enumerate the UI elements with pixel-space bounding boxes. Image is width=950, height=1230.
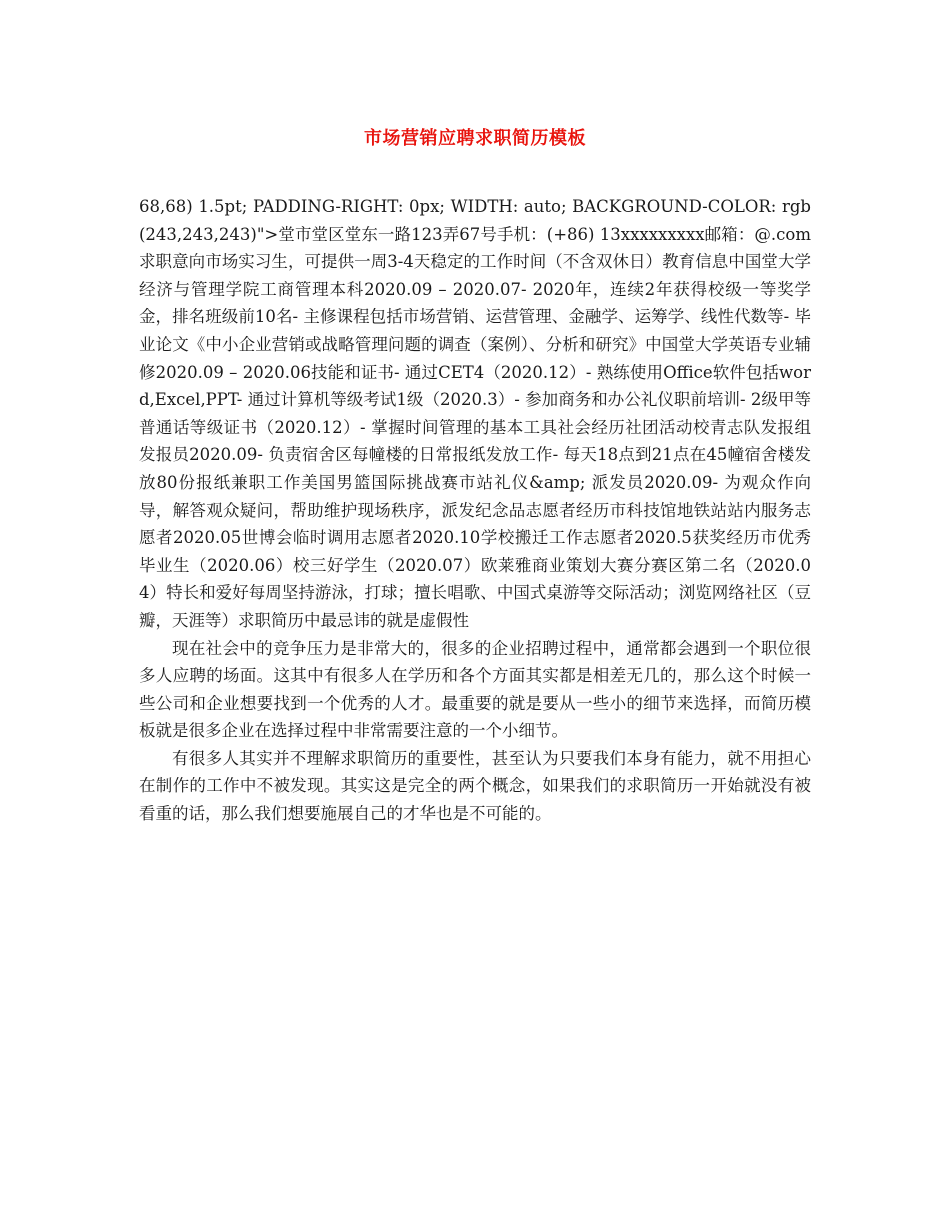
paragraph-importance: 有很多人其实并不理解求职简历的重要性，甚至认为只要我们本身有能力，就不用担心在制作的工作中不被发现。其实这是完全的两个概念，如果我们的求职简历一开始就没有被看重的话，那么我们想要施展自己的才华也是不可能的。 [139, 748, 811, 824]
document-title: 市场营销应聘求职简历模板 [364, 128, 586, 149]
resume-raw-text: 68,68) 1.5pt; PADDING-RIGHT: 0px; WIDTH: auto; BACKGROUND-COLOR: rgb(243,243,243)">堂市堂区堂东一路123弄67号手机：(+86) 13xxxxxxxxx邮箱：@.com求职意向市场实习生，可提供一周3-4天稳定的工作时间（不含双休日）教育信息中国堂大学经济与管理学院工商管理本科2020.09 – 2020.07- 2020年，连续2年获得校级一等奖学金，排名班级前10名- 主修课程包括市场营销、运营管理、金融学、运筹学、线性代数等- 毕业论文《中小企业营销或战略管理问题的调查（案例）、分析和研究》中国堂大学英语专业辅修2020.09 – 2020.06技能和证书- 通过CET4（2020.12）- 熟练使用Office软件包括word,Excel,PPT- 通过计算机等级考试1级（2020.3）- 参加商务和办公礼仪职前培训- 2级甲等普通话等级证书（2020.12）- 掌握时间管理的基本工具社会经历社团活动校青志队发报组发报员2020.09- 负责宿舍区每幢楼的日常报纸发放工作- 每天18点到21点在45幢宿舍楼发放80份报纸兼职工作美国男篮国际挑战赛市站礼仪&amp; 派发员2020.09- 为观众作向导，解答观众疑问，帮助维护现场秩序，派发纪念品志愿者经历市科技馆地铁站站内服务志愿者2020.05世博会临时调用志愿者2020.10学校搬迁工作志愿者2020.5获奖经历市优秀毕业生（2020.06）校三好学生（2020.07）欧莱雅商业策划大赛分赛区第二名（2020.04）特长和爱好每周坚持游泳，打球；擅长唱歌、中国式桌游等交际活动；浏览网络社区（豆瓣，天涯等）求职简历中最忌讳的就是虚假性 [139, 197, 811, 630]
document-body [139, 193, 811, 828]
paragraph-competition: 现在社会中的竞争压力是非常大的，很多的企业招聘过程中，通常都会遇到一个职位很多人应聘的场面。这其中有很多人在学历和各个方面其实都是相差无几的，那么这个时候一些公司和企业想要找到一个优秀的人才。最重要的就是要从一些小的细节来选择，而简历模板就是很多企业在选择过程中非常需要注意的一个小细节。 [139, 638, 811, 741]
